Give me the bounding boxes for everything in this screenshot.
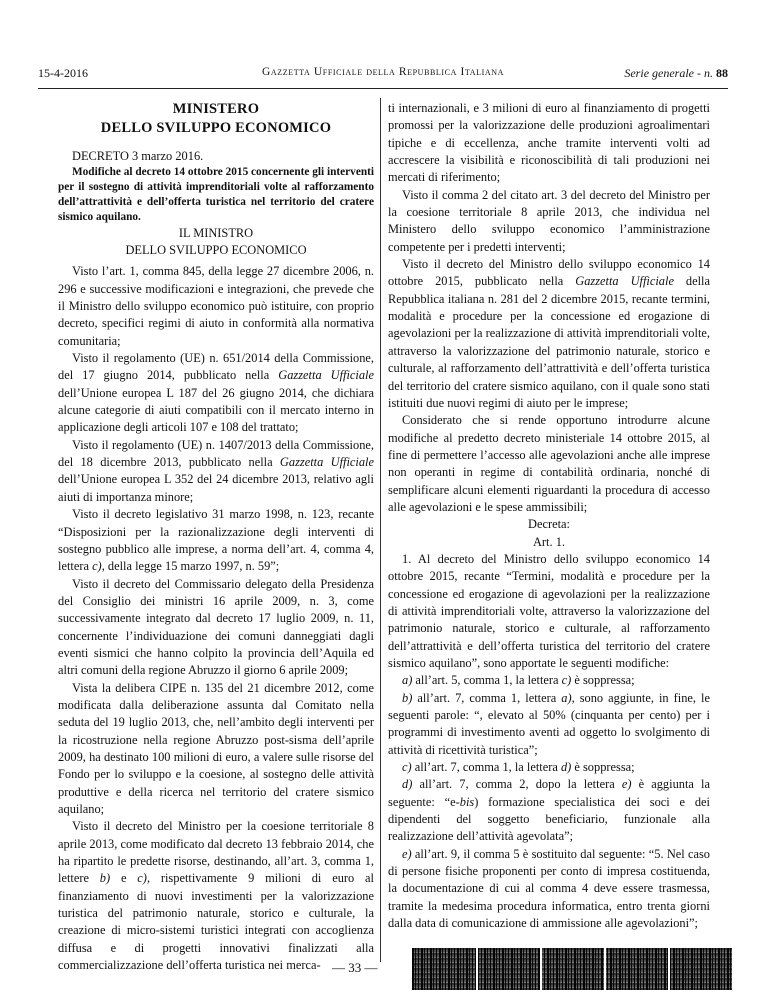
list-item: c) all’art. 7, comma 1, la lettera d) è soppressa; — [402, 760, 635, 775]
paragraph: Visto l’art. 1, comma 845, della legge 27 dicembre 2006, n. 296 e successive modificazioni e integrazioni, che prevede che il Ministro dello sviluppo economico può istituire, con proprio decreto, specifici regimi di aiuto in conformità alla normativa comunitaria; — [58, 264, 374, 348]
ministry-title: MINISTERO DELLO SVILUPPO ECONOMICO — [100, 101, 332, 136]
qr-separator — [604, 948, 606, 990]
column-divider — [380, 98, 381, 962]
page-number: — 33 — — [332, 960, 378, 975]
qr-separator — [540, 948, 542, 990]
list-item: a) all’art. 5, comma 1, la lettera c) è soppressa; — [402, 673, 635, 688]
decreta-heading: Decreta: — [528, 517, 570, 532]
header-title: Gazzetta Ufficiale della Repubblica Italiana — [261, 66, 505, 78]
decree-date: DECRETO 3 marzo 2016. — [72, 149, 204, 163]
paragraph: 1. Al decreto del Ministro dello sviluppo economico 14 ottobre 2015, recante “Termini, modalità e procedure per la concessione ed erogazione di agevolazioni per la realizzazione di attività imprenditoriali volte, attraverso la valorizzazione del patrimonio naturale, storico e culturale, al rafforzamento dell’attrattività e dell’offerta turistica del territorio del cratere sismico aquilano”, sono apportate le seguenti modifiche: — [388, 551, 710, 670]
paragraph: Visto il comma 2 del citato art. 3 del decreto del Ministro per la coesione territoriale 8 aprile 2013, che individua nel Ministero dello sviluppo economico l’amministrazione competente per i predetti interventi; — [388, 187, 710, 254]
paragraph: ti internazionali, e 3 milioni di euro al finanziamento di progetti promossi per la valorizzazione delle produzioni agroalimentari tipiche e di eccellenza, anche tramite interventi volti ad accrescere la visibilità e riconoscibilità di tali produzioni nei mercati di riferimento; — [388, 101, 710, 185]
list-item: e) all’art. 9, il comma 5 è sostituito dal seguente: “5. Nel caso di persone fisiche proponenti per conto di impresa costituenda, la documentazione di cui al comma 4 deve essere trasmessa, tramite la medesima procedura informatica, entro trenta giorni dalla data di comunicazione di ammissione alle agevolazioni”; — [388, 846, 710, 931]
paragraph: Visto il decreto del Ministro per la coesione territoriale 8 aprile 2013, come modificato dal decreto 13 febbraio 2014, che ha ripartito le predette risorse, destinando, all’art. 3, comma 1, lettere b) e c), rispettivamente 9 milioni di euro al finanziamento di nuovi investimenti per la valorizzazione turistica del patrimonio naturale, storico e culturale, la creazione di micro-sistemi turistici integrati con accoglienza diffusa e di progetti innovativi finalizzati alla commercializzazione dell’offerta turistica nei merca- — [58, 819, 374, 973]
paragraph: Visto il decreto legislativo 31 marzo 1998, n. 123, recante “Disposizioni per la razionalizzazione degli interventi di sostegno pubblico alle imprese, a norma dell’art. 4, comma 4, lettera c), della legge 15 marzo 1997, n. 59”; — [58, 507, 374, 574]
paragraph: Vista la delibera CIPE n. 135 del 21 dicembre 2012, come modificata dalla deliberazione assunta dal Comitato nella seduta del 19 luglio 2013, che, nell’ambito degli interventi per la ricostruzione nella regione Abruzzo post-sisma dell’aprile 2009, ha destinato 100 milioni di euro, a valere sulle risorse del Fondo per lo sviluppo e la coesione, al sostegno delle attività produttive e della ricerca nel territorio del cratere sismico aquilano; — [58, 680, 374, 816]
paragraph: Visto il regolamento (UE) n. 651/2014 della Commissione, del 17 giugno 2014, pubblicato nella Gazzetta Ufficiale dell’Unione europea L 187 del 26 giugno 2014, che dichiara alcune categorie di aiuti compatibili con il mercato interno in applicazione degli articoli 107 e 108 del trattato; — [58, 351, 374, 435]
paragraph: Visto il decreto del Commissario delegato della Presidenza del Consiglio dei ministri 16 aprile 2009, n. 3, come successivamente integrato dal decreto 17 luglio 2009, n. 11, concernente l’individuazione dei comuni danneggiati dagli eventi sismici che hanno colpito la provincia dell’Aquila ed altri comuni della regione Abruzzo il giorno 6 aprile 2009; — [58, 576, 374, 678]
decree-title: Modifiche al decreto 14 ottobre 2015 concernente gli interventi per il sostegno di attività imprenditoriali volte al rafforzamento dell’attrattività e dell’offerta turistica nel territorio del cratere sismico aquilano. — [58, 166, 375, 224]
minister-heading: IL MINISTRO DELLO SVILUPPO ECONOMICO — [125, 226, 307, 258]
qr-code-strip — [412, 948, 732, 990]
left-column — [58, 100, 374, 974]
header-date: 15-4-2016 — [38, 66, 88, 80]
paragraph: Visto il regolamento (UE) n. 1407/2013 della Commissione, del 18 dicembre 2013, pubblicato nella Gazzetta Ufficiale dell’Unione europea L 352 del 24 dicembre 2013, relativo agli aiuti di importanza minore; — [58, 437, 374, 504]
paragraph: Considerato che si rende opportuno introdurre alcune modifiche al predetto decreto ministeriale 14 ottobre 2015, al fine di permettere l’accesso alle agevolazioni anche alle imprese non operanti in regime di contabilità ordinaria, nonché di semplificare alcuni elementi riguardanti la procedura di accesso alle agevolazioni e le spese ammissibili; — [388, 413, 710, 514]
qr-separator — [668, 948, 670, 990]
right-column — [388, 100, 710, 933]
qr-separator — [476, 948, 478, 990]
article-heading: Art. 1. — [532, 534, 565, 549]
paragraph: Visto il decreto del Ministro dello sviluppo economico 14 ottobre 2015, pubblicato nella Gazzetta Ufficiale della Repubblica italiana n. 281 del 2 dicembre 2015, recante termini, modalità e procedure per la concessione ed erogazione di agevolazioni per la realizzazione di attività imprenditoriali volte, attraverso la valorizzazione del patrimonio naturale, storico e culturale, al rafforzamento dell’attrattività e dell’offerta turistica del territorio del cratere sismico aquilano, con il quale sono stati istituiti due nuovi regimi di aiuto per le imprese; — [388, 257, 711, 410]
list-item: b) all’art. 7, comma 1, lettera a), sono aggiunte, in fine, le seguenti parole: “, elevato al 50% (cinquanta per cento) per i programmi di investimento aventi ad oggetto lo svolgimento di attività di ricettività turistica”; — [388, 690, 710, 757]
list-item: d) all’art. 7, comma 2, dopo la lettera e) è aggiunta la seguente: “e-bis) formazione specialistica dei soci e dei dipendenti del soggetto beneficiario, funzionale alla realizzazione dell’attività agevolata”; — [388, 777, 710, 844]
page-header — [38, 58, 728, 89]
header-serie: Serie generale - n. 88 — [624, 66, 728, 80]
